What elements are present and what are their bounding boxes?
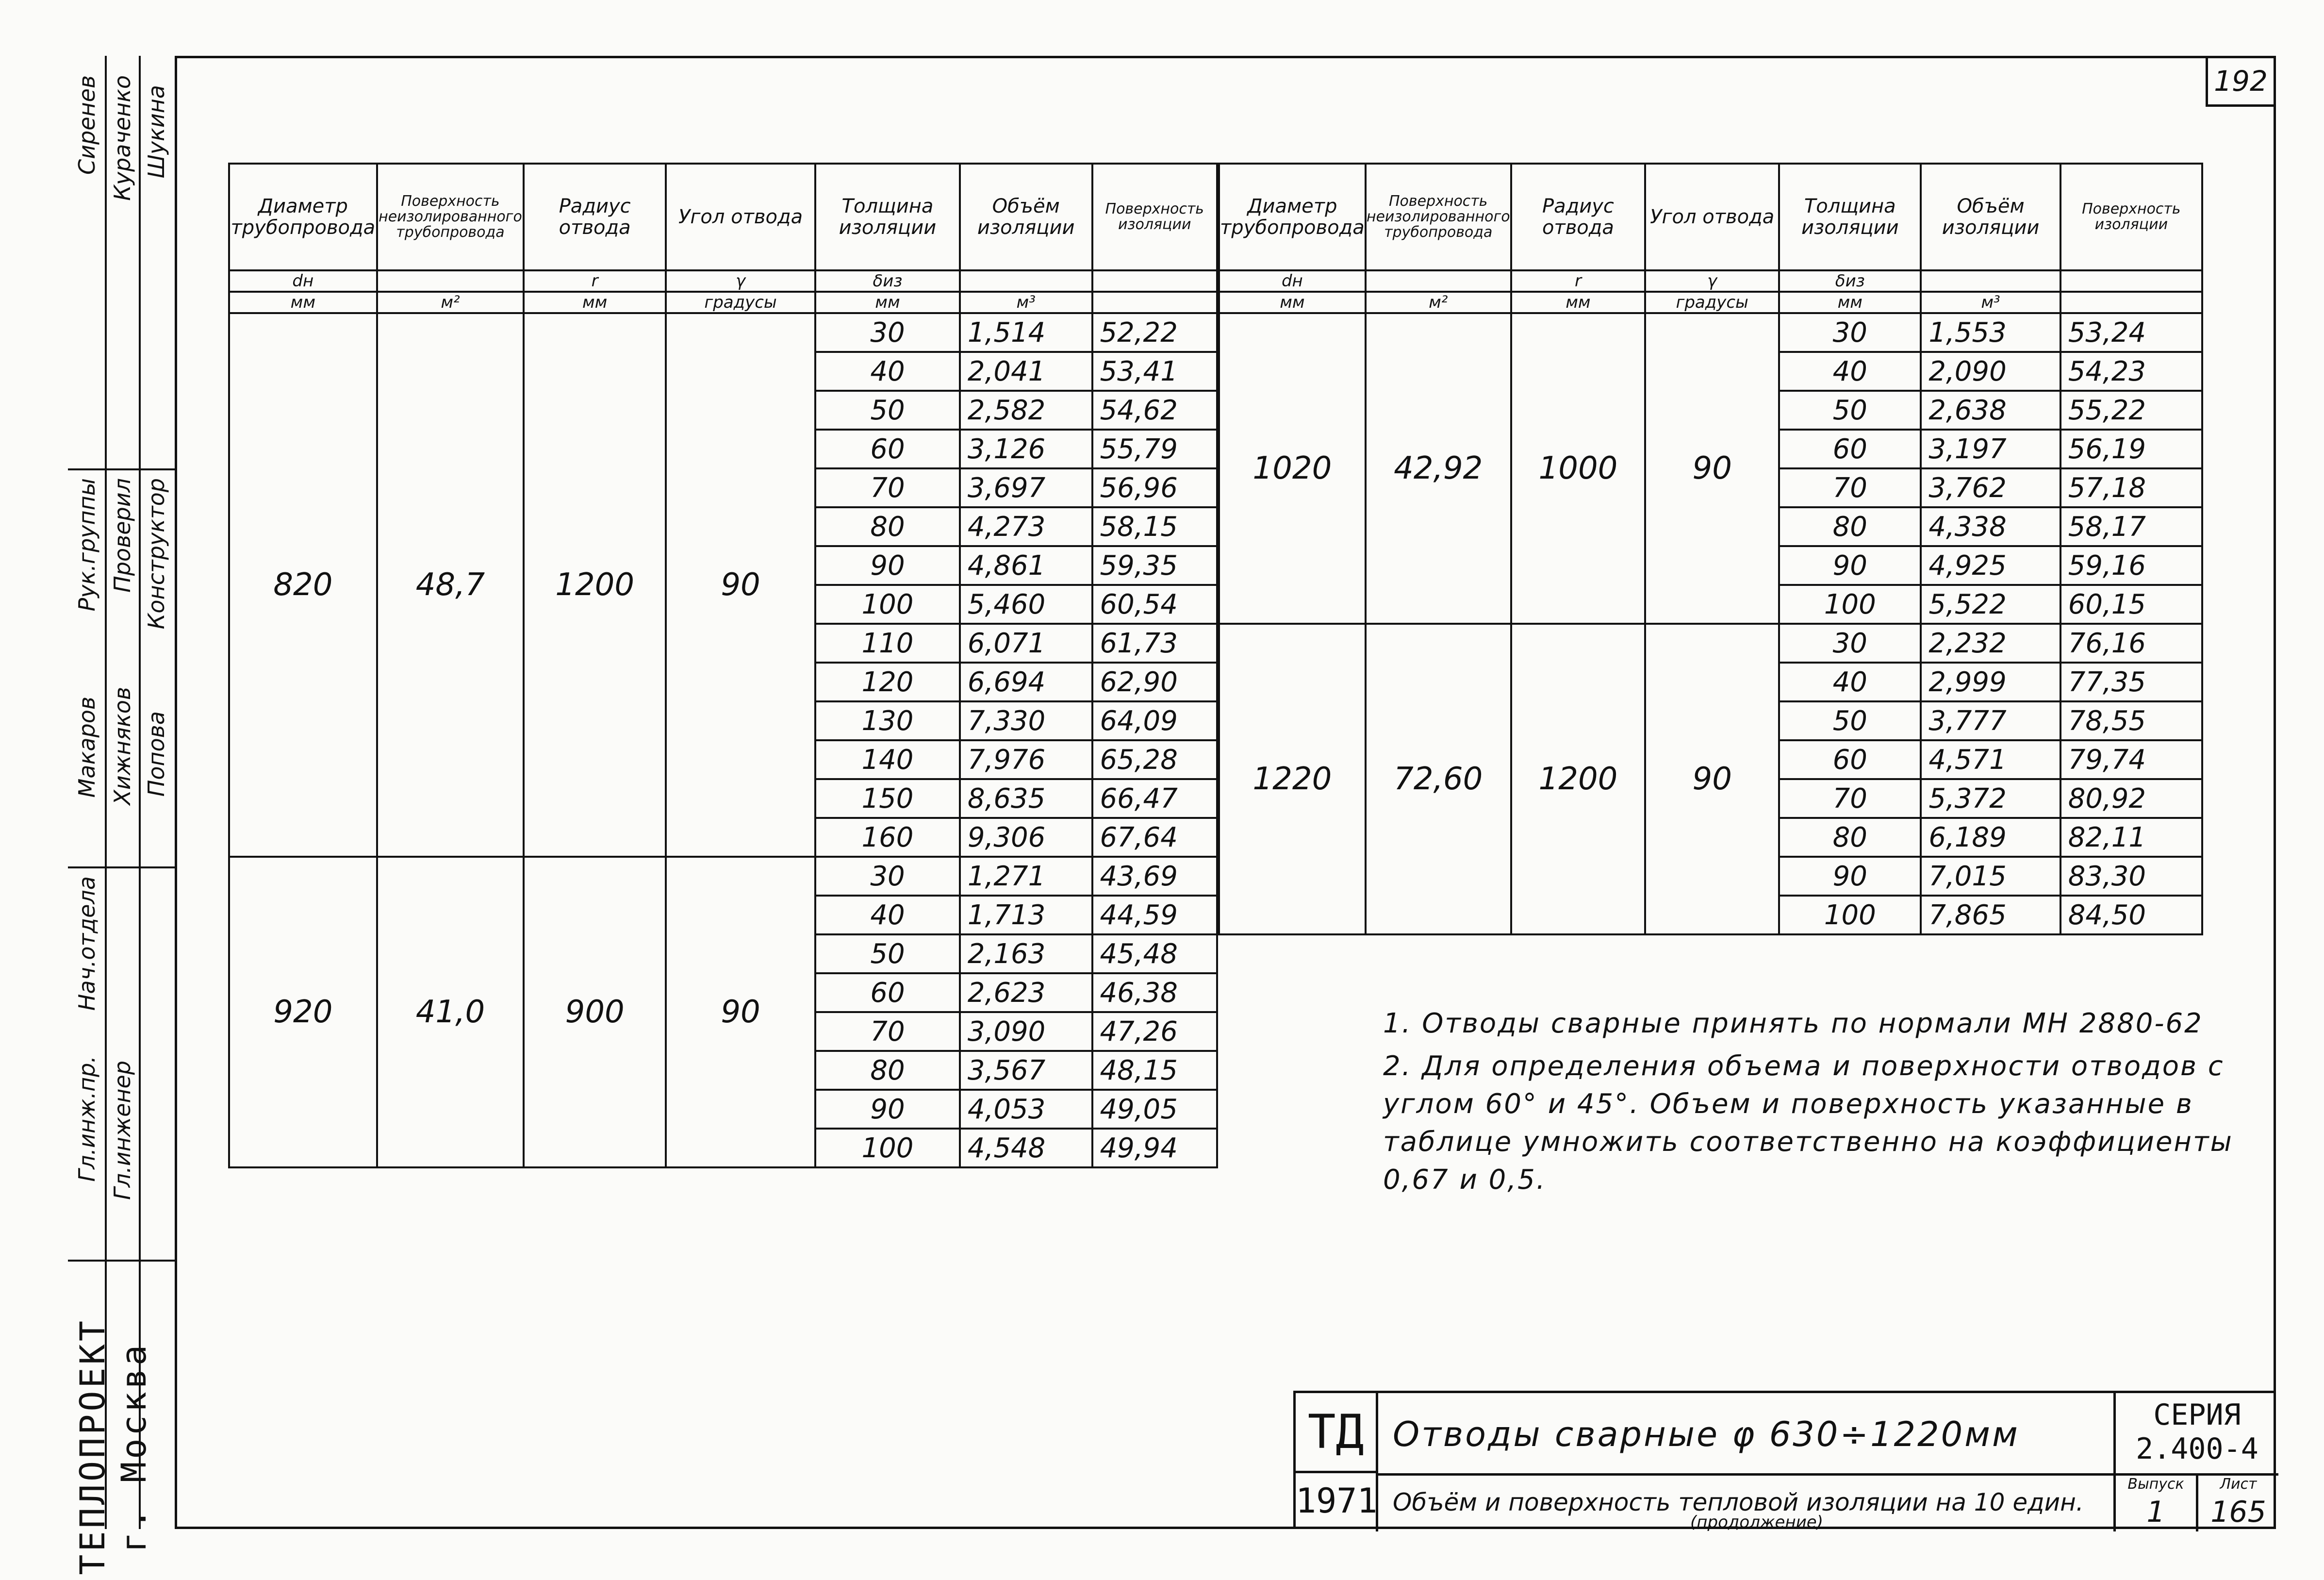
unit-angle: градусы (1645, 292, 1779, 313)
cell-surface-insulation: 56,19 (2060, 430, 2202, 468)
table-row (229, 857, 1217, 896)
cell-surface-insulation: 43,69 (1092, 857, 1218, 896)
header-volume: Объём изоляции (960, 164, 1092, 270)
cell-surface-insulation: 64,09 (1092, 701, 1218, 740)
cell-surface-insulation: 77,35 (2060, 663, 2202, 701)
title-block (1293, 1391, 2276, 1532)
notes (1383, 1005, 2271, 1199)
stamp-name: Сиренев (74, 75, 100, 175)
unit-surface: м² (1366, 292, 1511, 313)
symbol-surface (1366, 270, 1511, 292)
cell-diameter: 820 (229, 313, 377, 857)
symbol-diameter: dн (1219, 270, 1366, 292)
unit-surface-insulation (1092, 292, 1218, 313)
cell-surface-insulation: 84,50 (2060, 896, 2202, 934)
cell-volume: 2,090 (1921, 352, 2060, 391)
cell-radius: 1200 (524, 313, 666, 857)
table-left (228, 163, 1218, 1168)
cell-volume: 7,976 (960, 740, 1092, 779)
cell-surface-insulation: 52,22 (1092, 313, 1218, 352)
cell-volume: 4,053 (960, 1090, 1092, 1129)
cell-radius: 1200 (1511, 624, 1645, 934)
symbol-angle: γ (666, 270, 815, 292)
cell-volume: 5,372 (1921, 779, 2060, 818)
header-thickness: Толщина изоляции (1779, 164, 1921, 270)
cell-thickness: 110 (815, 624, 960, 663)
cell-volume: 3,567 (960, 1051, 1092, 1090)
cell-volume: 2,638 (1921, 391, 2060, 430)
stamp-role: Гл.инженер (109, 1061, 135, 1200)
cell-volume: 1,514 (960, 313, 1092, 352)
cell-thickness: 70 (815, 468, 960, 507)
unit-angle: градусы (666, 292, 815, 313)
cell-thickness: 90 (1779, 546, 1921, 585)
cell-volume: 3,197 (1921, 430, 2060, 468)
cell-thickness: 100 (1779, 585, 1921, 624)
sheet-value: 165 (2210, 1495, 2266, 1529)
cell-thickness: 120 (815, 663, 960, 701)
cell-radius: 900 (524, 857, 666, 1167)
table-row (229, 313, 1217, 352)
symbol-diameter: dн (229, 270, 377, 292)
symbol-thickness: δиз (1779, 270, 1921, 292)
stamp-role: Рук.группы (74, 478, 100, 612)
cell-volume: 3,090 (960, 1012, 1092, 1051)
cell-volume: 3,697 (960, 468, 1092, 507)
cell-thickness: 70 (815, 1012, 960, 1051)
cell-volume: 2,582 (960, 391, 1092, 430)
cell-thickness: 60 (815, 430, 960, 468)
title-block-continued: (продолжение) (1690, 1513, 1823, 1532)
cell-surface-insulation: 54,23 (2060, 352, 2202, 391)
cell-thickness: 40 (815, 352, 960, 391)
cell-surface-insulation: 59,16 (2060, 546, 2202, 585)
cell-surface-insulation: 54,62 (1092, 391, 1218, 430)
cell-thickness: 50 (1779, 701, 1921, 740)
cell-thickness: 90 (1779, 857, 1921, 896)
unit-radius: мм (1511, 292, 1645, 313)
cell-thickness: 30 (815, 857, 960, 896)
header-surface-insulation: Поверхность изоляции (1092, 164, 1218, 270)
cell-thickness: 60 (815, 973, 960, 1012)
cell-surface-insulation: 78,55 (2060, 701, 2202, 740)
cell-volume: 3,126 (960, 430, 1092, 468)
cell-angle: 90 (1645, 313, 1779, 624)
table-right-body (1219, 313, 2202, 934)
stamp-name: Попова (143, 711, 169, 797)
cell-surface-insulation: 53,41 (1092, 352, 1218, 391)
stamp-role: Конструктор (143, 478, 169, 630)
header-diameter: Диаметр трубопровода (1219, 164, 1366, 270)
unit-volume: м³ (1921, 292, 2060, 313)
unit-surface-insulation (2060, 292, 2202, 313)
symbol-angle: γ (1645, 270, 1779, 292)
unit-volume: м³ (960, 292, 1092, 313)
title-block-year: 1971 (1296, 1473, 1378, 1531)
cell-surface-insulation: 58,17 (2060, 507, 2202, 546)
cell-thickness: 50 (815, 391, 960, 430)
cell-volume: 4,571 (1921, 740, 2060, 779)
symbol-thickness: δиз (815, 270, 960, 292)
cell-volume: 5,522 (1921, 585, 2060, 624)
cell-surface-insulation: 47,26 (1092, 1012, 1218, 1051)
cell-surface-insulation: 46,38 (1092, 973, 1218, 1012)
title-block-title: Отводы сварные φ 630÷1220мм (1393, 1414, 2020, 1454)
unit-thickness: мм (815, 292, 960, 313)
stamp-organization: ТЕПЛОПРОЕКТ (73, 1318, 113, 1575)
cell-surface: 72,60 (1366, 624, 1511, 934)
table-row (1219, 624, 2202, 663)
cell-volume: 4,861 (960, 546, 1092, 585)
cell-surface-insulation: 48,15 (1092, 1051, 1218, 1090)
stamp-role: Гл.инж.пр. (74, 1056, 100, 1182)
cell-surface-insulation: 82,11 (2060, 818, 2202, 857)
cell-surface-insulation: 55,79 (1092, 430, 1218, 468)
cell-volume: 5,460 (960, 585, 1092, 624)
cell-volume: 4,548 (960, 1129, 1092, 1167)
cell-thickness: 150 (815, 779, 960, 818)
unit-surface: м² (377, 292, 524, 313)
cell-surface-insulation: 66,47 (1092, 779, 1218, 818)
cell-volume: 7,865 (1921, 896, 2060, 934)
cell-surface-insulation: 49,94 (1092, 1129, 1218, 1167)
header-radius: Радиус отвода (524, 164, 666, 270)
issue-number: 1 (2146, 1495, 2165, 1529)
symbol-radius: r (524, 270, 666, 292)
cell-thickness: 80 (1779, 507, 1921, 546)
stamp-name: Шукина (143, 85, 169, 179)
cell-surface-insulation: 79,74 (2060, 740, 2202, 779)
unit-thickness: мм (1779, 292, 1921, 313)
cell-surface-insulation: 44,59 (1092, 896, 1218, 934)
cell-surface-insulation: 65,28 (1092, 740, 1218, 779)
cell-volume: 4,925 (1921, 546, 2060, 585)
cell-surface-insulation: 56,96 (1092, 468, 1218, 507)
header-volume: Объём изоляции (1921, 164, 2060, 270)
cell-surface-insulation: 60,54 (1092, 585, 1218, 624)
cell-thickness: 90 (815, 546, 960, 585)
cell-thickness: 60 (1779, 740, 1921, 779)
header-radius: Радиус отвода (1511, 164, 1645, 270)
cell-volume: 3,762 (1921, 468, 2060, 507)
title-block-td: ТД (1296, 1393, 1378, 1473)
cell-diameter: 920 (229, 857, 377, 1167)
cell-surface-insulation: 80,92 (2060, 779, 2202, 818)
unit-radius: мм (524, 292, 666, 313)
cell-volume: 1,553 (1921, 313, 2060, 352)
cell-surface-insulation: 55,22 (2060, 391, 2202, 430)
cell-thickness: 70 (1779, 779, 1921, 818)
cell-surface-insulation: 76,16 (2060, 624, 2202, 663)
cell-volume: 3,777 (1921, 701, 2060, 740)
cell-thickness: 30 (1779, 624, 1921, 663)
series-label: СЕРИЯ (2153, 1398, 2241, 1432)
header-surface-insulation: Поверхность изоляции (2060, 164, 2202, 270)
series-number: 2.400-4 (2136, 1432, 2258, 1466)
cell-thickness: 50 (1779, 391, 1921, 430)
cell-thickness: 90 (815, 1090, 960, 1129)
header-angle: Угол отвода (1645, 164, 1779, 270)
cell-angle: 90 (1645, 624, 1779, 934)
table-right (1218, 163, 2203, 935)
cell-thickness: 100 (815, 585, 960, 624)
symbol-surface (377, 270, 524, 292)
stamp-name: Кураченко (109, 75, 135, 201)
cell-thickness: 50 (815, 934, 960, 973)
cell-volume: 9,306 (960, 818, 1092, 857)
cell-surface-insulation: 59,35 (1092, 546, 1218, 585)
title-block-subtitle: Объём и поверхность тепловой изоляции на 10 един. (1393, 1488, 2084, 1516)
cell-thickness: 130 (815, 701, 960, 740)
cell-thickness: 100 (1779, 896, 1921, 934)
cell-thickness: 80 (815, 507, 960, 546)
stamp-name: Макаров (74, 697, 100, 798)
cell-volume: 2,999 (1921, 663, 2060, 701)
cell-volume: 1,271 (960, 857, 1092, 896)
issue-label: Выпуск (2127, 1476, 2184, 1493)
cell-thickness: 100 (815, 1129, 960, 1167)
cell-thickness: 60 (1779, 430, 1921, 468)
unit-diameter: мм (229, 292, 377, 313)
sheet-number: 192 (2206, 58, 2274, 107)
symbol-volume (1921, 270, 2060, 292)
cell-thickness: 40 (1779, 663, 1921, 701)
cell-thickness: 40 (815, 896, 960, 934)
stamp-city: г. Москва (114, 1342, 154, 1553)
stamp-name: Хижняков (109, 687, 135, 805)
cell-volume: 7,330 (960, 701, 1092, 740)
cell-surface-insulation: 45,48 (1092, 934, 1218, 973)
cell-surface: 41,0 (377, 857, 524, 1167)
cell-thickness: 80 (815, 1051, 960, 1090)
cell-volume: 1,713 (960, 896, 1092, 934)
cell-volume: 2,623 (960, 973, 1092, 1012)
cell-thickness: 30 (1779, 313, 1921, 352)
stamp-role: Проверил (109, 478, 135, 593)
cell-thickness: 40 (1779, 352, 1921, 391)
header-angle: Угол отвода (666, 164, 815, 270)
cell-thickness: 160 (815, 818, 960, 857)
symbol-surface-insulation (2060, 270, 2202, 292)
unit-diameter: мм (1219, 292, 1366, 313)
table-row (1219, 313, 2202, 352)
cell-volume: 7,015 (1921, 857, 2060, 896)
cell-surface-insulation: 53,24 (2060, 313, 2202, 352)
header-surface: Поверхность неизолированного трубопровода (1366, 164, 1511, 270)
cell-volume: 2,041 (960, 352, 1092, 391)
symbol-radius: r (1511, 270, 1645, 292)
cell-thickness: 140 (815, 740, 960, 779)
note-2: 2. Для определения объема и поверхности отводов с углом 60° и 45°. Объем и поверхность указанные в таблице умножить соответственно на коэффициенты 0,67 и 0,5. (1383, 1050, 2233, 1196)
header-thickness: Толщина изоляции (815, 164, 960, 270)
table-left-body (229, 313, 1217, 1167)
cell-volume: 2,163 (960, 934, 1092, 973)
cell-volume: 4,273 (960, 507, 1092, 546)
cell-diameter: 1020 (1219, 313, 1366, 624)
symbol-surface-insulation (1092, 270, 1218, 292)
cell-surface: 48,7 (377, 313, 524, 857)
sheet-label: Лист (2220, 1476, 2257, 1493)
cell-surface-insulation: 83,30 (2060, 857, 2202, 896)
cell-volume: 6,189 (1921, 818, 2060, 857)
symbol-volume (960, 270, 1092, 292)
note-1: 1. Отводы сварные принять по нормали МН 2880-62 (1383, 1008, 2203, 1039)
cell-angle: 90 (666, 313, 815, 857)
cell-surface-insulation: 67,64 (1092, 818, 1218, 857)
header-diameter: Диаметр трубопровода (229, 164, 377, 270)
cell-thickness: 80 (1779, 818, 1921, 857)
cell-surface-insulation: 61,73 (1092, 624, 1218, 663)
cell-thickness: 30 (815, 313, 960, 352)
cell-radius: 1000 (1511, 313, 1645, 624)
cell-volume: 4,338 (1921, 507, 2060, 546)
stamp-role: Нач.отдела (74, 876, 100, 1011)
cell-volume: 8,635 (960, 779, 1092, 818)
cell-surface: 42,92 (1366, 313, 1511, 624)
cell-surface-insulation: 62,90 (1092, 663, 1218, 701)
cell-angle: 90 (666, 857, 815, 1167)
cell-surface-insulation: 60,15 (2060, 585, 2202, 624)
left-stamp (68, 56, 177, 1575)
cell-volume: 6,071 (960, 624, 1092, 663)
cell-surface-insulation: 57,18 (2060, 468, 2202, 507)
cell-volume: 2,232 (1921, 624, 2060, 663)
cell-surface-insulation: 49,05 (1092, 1090, 1218, 1129)
cell-thickness: 70 (1779, 468, 1921, 507)
cell-surface-insulation: 58,15 (1092, 507, 1218, 546)
cell-volume: 6,694 (960, 663, 1092, 701)
header-surface: Поверхность неизолированного трубопровода (377, 164, 524, 270)
cell-diameter: 1220 (1219, 624, 1366, 934)
